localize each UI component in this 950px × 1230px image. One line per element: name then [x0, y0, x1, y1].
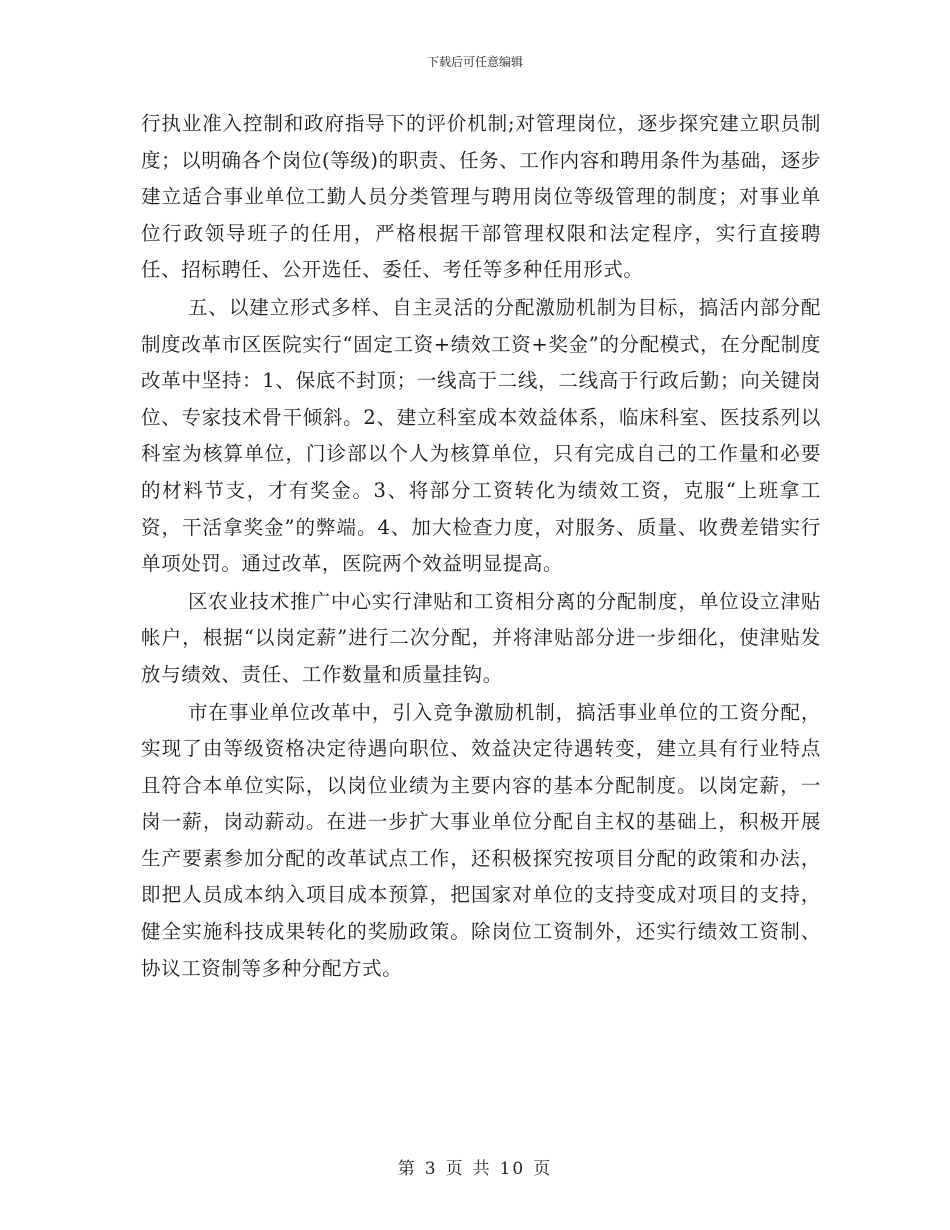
- paragraph-4: 市在事业单位改革中，引入竞争激励机制，搞活事业单位的工资分配，实现了由等级资格决定待遇向职位、效益决定待遇转变，建立具有行业特点且符合本单位实际，以岗位业绩为主要内容的基本分配制度。以岗定薪，一岗一薪，岗动薪动。在进一步扩大事业单位分配自主权的基础上，积极开展生产要素参加分配的改革试点工作，还积极探究按项目分配的政策和办法，即把人员成本纳入项目成本预算，把国家对单位的支持变成对项目的支持，健全实施科技成果转化的奖励政策。除岗位工资制外，还实行绩效工资制、协议工资制等多种分配方式。: [141, 700, 821, 980]
- footer-prefix: 第: [397, 1159, 417, 1179]
- footer-total-pages: 10: [499, 1159, 526, 1179]
- paragraph-2: 五、以建立形式多样、自主灵活的分配激励机制为目标，搞活内部分配制度改革市区医院实行“固定工资+绩效工资+奖金”的分配模式，在分配制度改革中坚持：1、保底不封顶；一线高于二线，二线高于行政后勤；向关键岗位、专家技术骨干倾斜。2、建立科室成本效益体系，临床科室、医技系列以科室为核算单位，门诊部以个人为核算单位，只有完成自己的工作量和必要的材料节支，才有奖金。3、将部分工资转化为绩效工资，克服“上班拿工资，干活拿奖金”的弊端。4、加大检查力度，对服务、质量、收费差错实行单项处罚。通过改革，医院两个效益明显提高。: [141, 295, 821, 576]
- footer-page-word: 页: [445, 1159, 465, 1179]
- page-header: 下载后可任意编辑: [426, 55, 523, 69]
- footer-current-page: 3: [424, 1159, 438, 1179]
- paragraph-1: 行执业准入控制和政府指导下的评价机制;对管理岗位，逐步探究建立职员制度；以明确各个岗位(等级)的职责、任务、工作内容和聘用条件为基础，逐步建立适合事业单位工勤人员分类管理与聘用岗位等级管理的制度；对事业单位行政领导班子的任用，严格根据干部管理权限和法定程序，实行直接聘任、招标聘任、公开选任、委任、考任等多种任用形式。: [141, 112, 821, 282]
- paragraph-3: 区农业技术推广中心实行津贴和工资相分离的分配制度，单位设立津贴帐户，根据“以岗定薪”进行二次分配，并将津贴部分进一步细化，使津贴发放与绩效、责任、工作数量和质量挂钩。: [141, 589, 821, 686]
- footer-suffix: 页: [533, 1159, 553, 1179]
- document-body: [141, 106, 821, 988]
- page-footer: [0, 1154, 950, 1179]
- footer-total-word: 共: [472, 1159, 492, 1179]
